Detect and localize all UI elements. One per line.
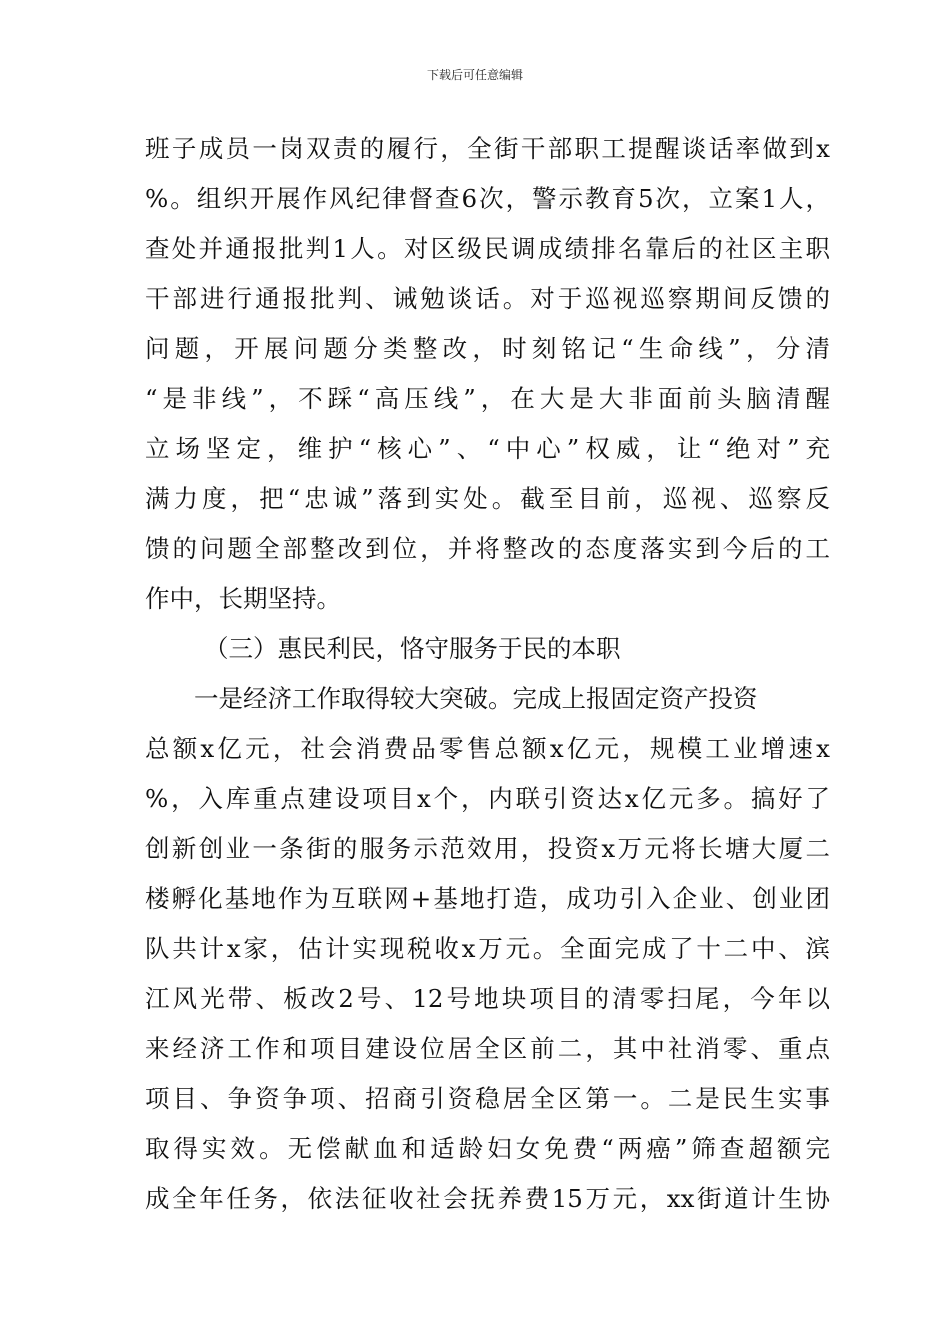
text-line: 满力度，把“忠诚”落到实处。截至目前，巡视、巡察反: [145, 484, 830, 513]
text-line: 创新创业一条街的服务示范效用，投资x万元将长塘大厦二: [145, 834, 830, 863]
text-line: 班子成员一岗双责的履行，全街干部职工提醒谈话率做到x: [145, 134, 830, 163]
text-line: 立场坚定，维护“核心”、“中心”权威，让“绝对”充: [145, 434, 830, 463]
text-line: 项目、争资争项、招商引资稳居全区第一。二是民生实事: [145, 1084, 830, 1113]
text-line: 作中，长期坚持。: [145, 584, 341, 613]
text-line: 取得实效。无偿献血和适龄妇女免费“两癌”筛查超额完: [145, 1134, 830, 1163]
section-heading: （三）惠民利民，恪守服务于民的本职: [204, 634, 621, 663]
text-line: 一是经济工作取得较大突破。完成上报固定资产投资: [194, 684, 758, 713]
text-line: 江风光带、板改2号、12号地块项目的清零扫尾，今年以: [145, 984, 830, 1013]
text-line: 成全年任务，依法征收社会抚养费15万元，xx街道计生协: [145, 1184, 830, 1213]
text-line: %，入库重点建设项目x个，内联引资达x亿元多。搞好了: [145, 784, 830, 813]
text-line: 问题，开展问题分类整改，时刻铭记“生命线”，分清: [145, 334, 830, 363]
page-header-note: 下载后可任意编辑: [426, 68, 523, 82]
text-line: “是非线”，不踩“高压线”，在大是大非面前头脑清醒: [145, 384, 830, 413]
text-line: %。组织开展作风纪律督查6次，警示教育5次，立案1人，: [145, 184, 830, 213]
text-line: 来经济工作和项目建设位居全区前二，其中社消零、重点: [145, 1034, 830, 1063]
text-line: 查处并通报批判1人。对区级民调成绩排名靠后的社区主职: [145, 234, 830, 263]
text-line: 队共计x家，估计实现税收x万元。全面完成了十二中、滨: [145, 934, 830, 963]
text-line: 总额x亿元，社会消费品零售总额x亿元，规模工业增速x: [145, 734, 830, 763]
text-line: 楼孵化基地作为互联网+基地打造，成功引入企业、创业团: [145, 884, 830, 913]
text-line: 干部进行通报批判、诫勉谈话。对于巡视巡察期间反馈的: [145, 284, 830, 313]
document-body: [145, 124, 830, 1224]
text-line: 馈的问题全部整改到位，并将整改的态度落实到今后的工: [145, 534, 830, 563]
